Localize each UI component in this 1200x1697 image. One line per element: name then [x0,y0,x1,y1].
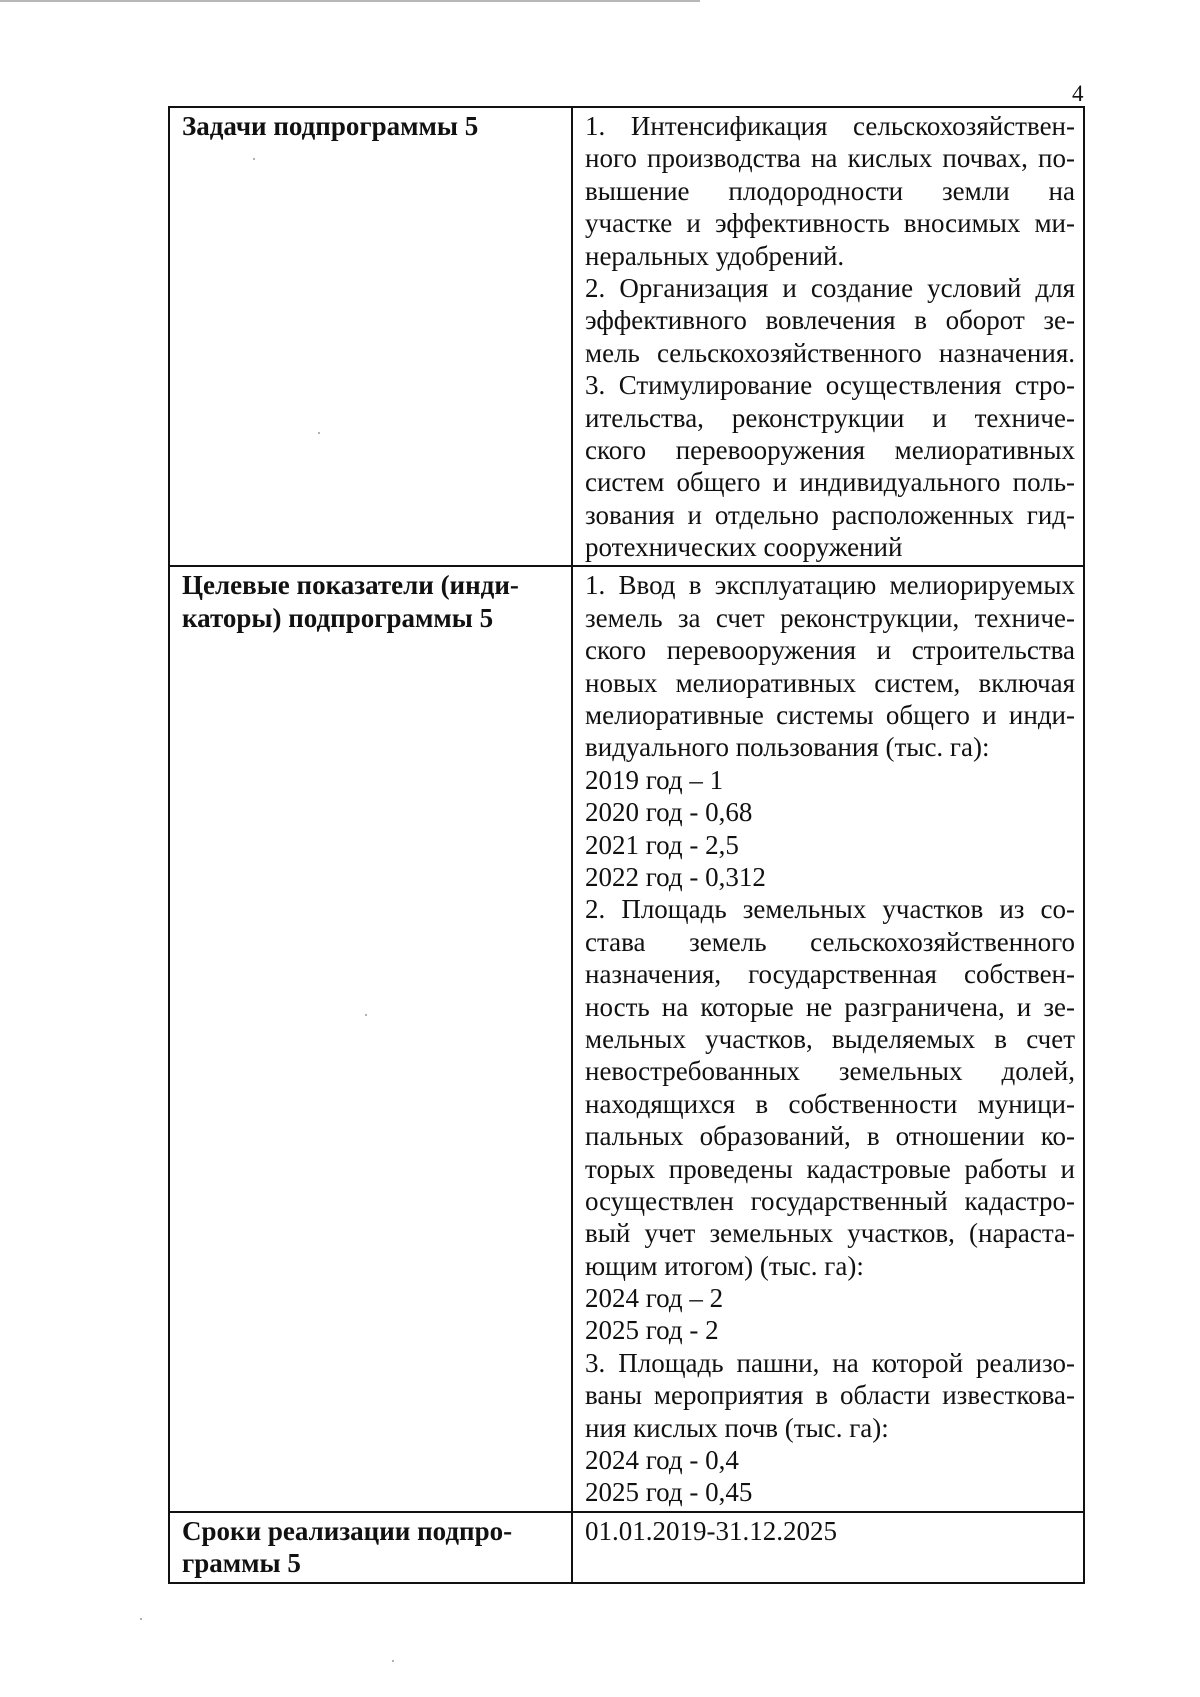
page-number: 4 [1072,81,1084,106]
content-line: 3. Площадь пашни, на которой реализо- [585,1347,1075,1378]
content-line: мельных участков, выделяемых в счет [585,1023,1075,1054]
content-line: 2025 год - 0,45 [585,1477,753,1508]
content-line: вышение плодородности земли на [585,175,1075,206]
row-label-line: каторы) подпрограммы 5 [182,602,494,633]
scan-speck [392,1660,394,1662]
content-line: 2024 год - 0,4 [585,1445,739,1476]
row-label-line: Целевые показатели (инди- [182,570,519,601]
content-line: мелиоративные системы общего и инди- [585,700,1075,731]
subprogram-passport-table [168,106,1085,1584]
row-label-cell [169,1512,572,1583]
content-line: 2. Организация и создание условий для [585,272,1075,303]
scan-edge [0,0,700,2]
row-target-indicators [169,566,1084,1511]
content-line: 2019 год – 1 [585,764,724,795]
content-line: мель сельскохозяйственного назначения. [585,337,1075,368]
content-line: става земель сельскохозяйственного [585,926,1075,957]
content-line: пальных образований, в отношении ко- [585,1121,1075,1152]
content-line: эффективного вовлечения в оборот зе- [585,305,1075,336]
content-line: находящихся в собственности муници- [585,1088,1075,1119]
row-label-cell [169,107,572,566]
content-line: 2020 год - 0,68 [585,797,753,828]
row-label-line: граммы 5 [182,1548,301,1579]
row-implementation-period [169,1512,1084,1583]
content-line: 3. Стимулирование осуществления стро- [585,370,1075,401]
content-line: 2022 год - 0,312 [585,861,766,892]
content-line: вый учет земельных участков, (нараста- [585,1218,1075,1249]
content-line: торых проведены кадастровые работы и [585,1153,1075,1184]
scan-speck [318,432,320,434]
row-label-line: Сроки реализации подпро- [182,1515,513,1546]
row-content-cell [572,1512,1084,1583]
content-line: ротехнических сооружений [585,532,903,563]
content-line: 2024 год – 2 [585,1283,724,1314]
content-line: назначения, государственная собствен- [585,959,1075,990]
content-line: ительства, реконструкции и техниче- [585,402,1075,433]
content-line: ность на которые не разграничена, и зе- [585,991,1075,1022]
content-line: участке и эффективность вносимых ми- [585,208,1075,239]
content-line: ющим итогом) (тыс. га): [585,1250,864,1281]
scan-speck [253,158,255,160]
scan-speck [365,1014,367,1016]
content-line: 01.01.2019-31.12.2025 [585,1515,837,1546]
content-line: ского перевооружения мелиоративных [585,434,1075,465]
content-line: 1. Ввод в эксплуатацию мелиорируемых [585,570,1075,601]
row-label-line: Задачи подпрограммы 5 [182,111,479,141]
row-label-cell [169,566,572,1511]
content-line: видуального пользования (тыс. га): [585,732,990,763]
content-line: 1. Интенсификация сельскохозяйствен- [585,111,1075,141]
content-line: зования и отдельно расположенных гид- [585,499,1075,530]
row-content-cell [572,566,1084,1511]
content-line: новых мелиоративных систем, включая [585,667,1075,698]
scan-speck [140,1618,142,1620]
content-line: ваны мероприятия в области известкова- [585,1380,1075,1411]
content-line: осуществлен государственный кадастро- [585,1185,1075,1216]
row-content-cell [572,107,1084,566]
content-line: 2021 год - 2,5 [585,829,739,860]
content-line: ния кислых почв (тыс. га): [585,1412,889,1443]
row-subprogram-tasks [169,107,1084,566]
content-line: земель за счет реконструкции, техниче- [585,602,1075,633]
content-line: ского перевооружения и строительства [585,635,1075,666]
content-line: неральных удобрений. [585,240,845,271]
content-line: невостребованных земельных долей, [585,1056,1075,1087]
content-line: 2025 год - 2 [585,1315,719,1346]
content-line: систем общего и индивидуального поль- [585,467,1075,498]
content-line: ного производства на кислых почвах, по- [585,143,1075,174]
content-line: 2. Площадь земельных участков из со- [585,894,1075,925]
